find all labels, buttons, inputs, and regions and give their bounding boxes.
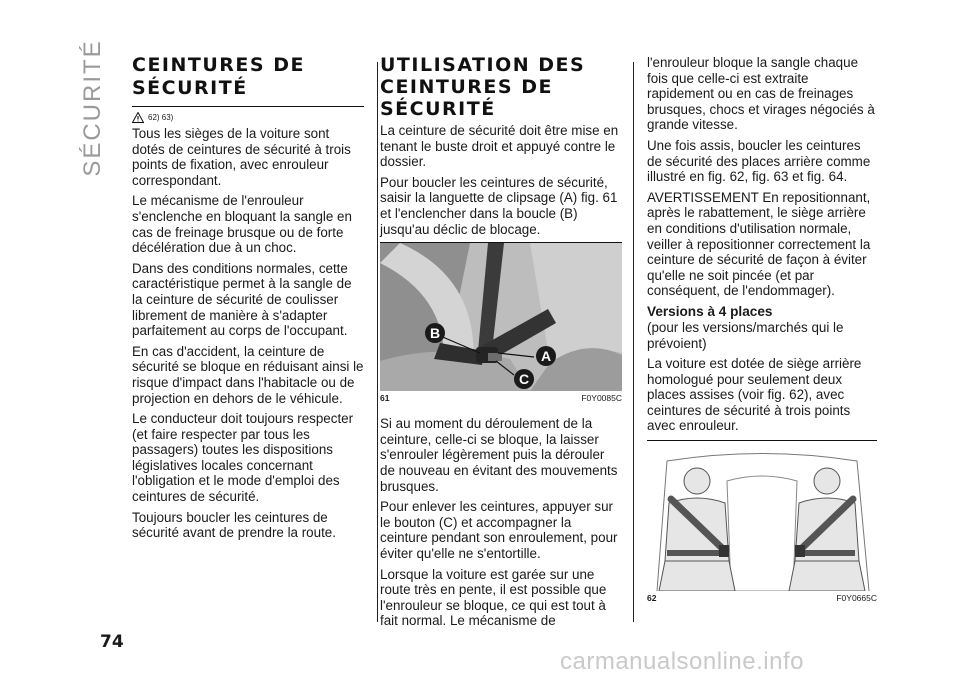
paragraph: l'enrouleur bloque la sangle chaque fois que celle-ci est extraite rapidement ou en cas de freinages brusques, chocs et virages négociés à grande vitesse. xyxy=(647,55,875,133)
figure-code: F0Y0665C xyxy=(836,593,877,604)
paragraph: La ceinture de sécurité doit être mise en tenant le buste droit et appuyé contre le dossier. xyxy=(380,123,619,170)
title-line-1: UTILISATION DES xyxy=(380,54,586,76)
title-line-1: CEINTURES DE xyxy=(132,54,305,76)
figure-code: F0Y0085C xyxy=(581,393,622,404)
paragraph: Lorsque la voiture est garée sur une route très en pente, il est possible que l'enrouleur se bloque, ce qui est tout à fait normal. Le mécanisme de xyxy=(380,566,607,629)
paragraph: Une fois assis, boucler les ceintures de sécurité des places arrière comme illustré en fig. 62, fig. 63 et fig. 64. xyxy=(647,137,871,185)
column-2 xyxy=(380,52,622,634)
page-number: 74 xyxy=(100,632,124,652)
watermark: carmanualsonline.info xyxy=(560,648,804,675)
figure-caption xyxy=(647,593,877,603)
figure-number: 61 xyxy=(380,393,390,404)
callout-b-label: B xyxy=(429,325,441,342)
title-rule xyxy=(132,106,364,107)
paragraph: AVERTISSEMENT En repositionnant, après le rabattement, le siège arrière en conditions d'utilisation normale, veiller à repositionner correctement la ceinture de sécurité de façon à éviter qu'elle ne soit pincée (et par conséquent, de l'endommager). xyxy=(647,189,871,299)
figure-62 xyxy=(647,440,877,603)
seatbelt-buckle-illustration xyxy=(380,243,622,391)
paragraph: Si au moment du déroulement de la ceinture, celle-ci se bloque, la laisser s'enrouler légèrement puis la dérouler de nouveau en évitant des mouvements brusques. xyxy=(380,416,618,494)
rear-seats-illustration xyxy=(647,441,877,591)
subheading: Versions à 4 places xyxy=(647,303,773,319)
paragraph: En cas d'accident, la ceinture de sécurité se bloque en réduisant ainsi le risque d'impact dans l'habitacle ou de projection en dehors de le véhicule. xyxy=(132,343,364,406)
section-title xyxy=(132,56,364,98)
warning-refs xyxy=(132,112,364,123)
section-tab-label: SÉCURITÉ xyxy=(79,39,106,177)
figure-61 xyxy=(380,242,622,403)
warning-refs-text: 62) 63) xyxy=(148,113,174,122)
callout-a-label: A xyxy=(540,348,552,365)
column-1 xyxy=(132,52,364,546)
paragraph: Le conducteur doit toujours respecter (et faire respecter par tous les passagers) toutes les dispositions législatives locales concernant l'obligation et le mode d'emploi des ceintures de sécurité. xyxy=(132,411,354,505)
title-line-2: SÉCURITÉ xyxy=(132,77,248,99)
column-divider xyxy=(377,62,378,622)
title-line-2: CEINTURES DE xyxy=(380,76,553,98)
section-tab xyxy=(78,39,108,177)
callout-c-label: C xyxy=(518,371,530,388)
paragraph: Dans des conditions normales, cette caractéristique permet à la sangle de la ceinture de sécurité de coulisser librement de manière à s'adapter parfaitement au corps de l'occupant. xyxy=(132,260,352,339)
title-line-3: SÉCURITÉ xyxy=(380,98,496,120)
column-divider xyxy=(633,62,634,622)
paragraph: Pour boucler les ceintures de sécurité, saisir la languette de clipsage (A) fig. 61 et l'enclencher dans la boucle (B) jusqu'au déclic de blocage. xyxy=(380,174,618,237)
paragraph: Tous les sièges de la voiture sont dotés de ceintures de sécurité à trois points de fixation, avec enrouleur correspondant. xyxy=(132,126,351,188)
paragraph: (pour les versions/marchés qui le prévoient) xyxy=(647,319,844,351)
paragraph: Le mécanisme de l'enrouleur s'enclenche en bloquant la sangle en cas de freinage brusque ou de forte décélération due à un choc. xyxy=(132,193,352,256)
paragraph: La voiture est dotée de siège arrière homologué pour seulement deux places assises (voir fig. 62), avec ceintures de sécurité à trois points avec enrouleur. xyxy=(647,356,862,434)
figure-caption xyxy=(380,393,622,403)
section-title xyxy=(380,56,622,119)
paragraph: Toujours boucler les ceintures de sécurité avant de prendre la route. xyxy=(132,509,336,541)
column-3 xyxy=(647,55,877,603)
warning-triangle-icon xyxy=(132,112,144,123)
paragraph: Pour enlever les ceintures, appuyer sur le bouton (C) et accompagner la ceinture pendant son enroulement, pour éviter qu'elle ne s'entortille. xyxy=(380,499,618,561)
figure-number: 62 xyxy=(647,593,657,604)
